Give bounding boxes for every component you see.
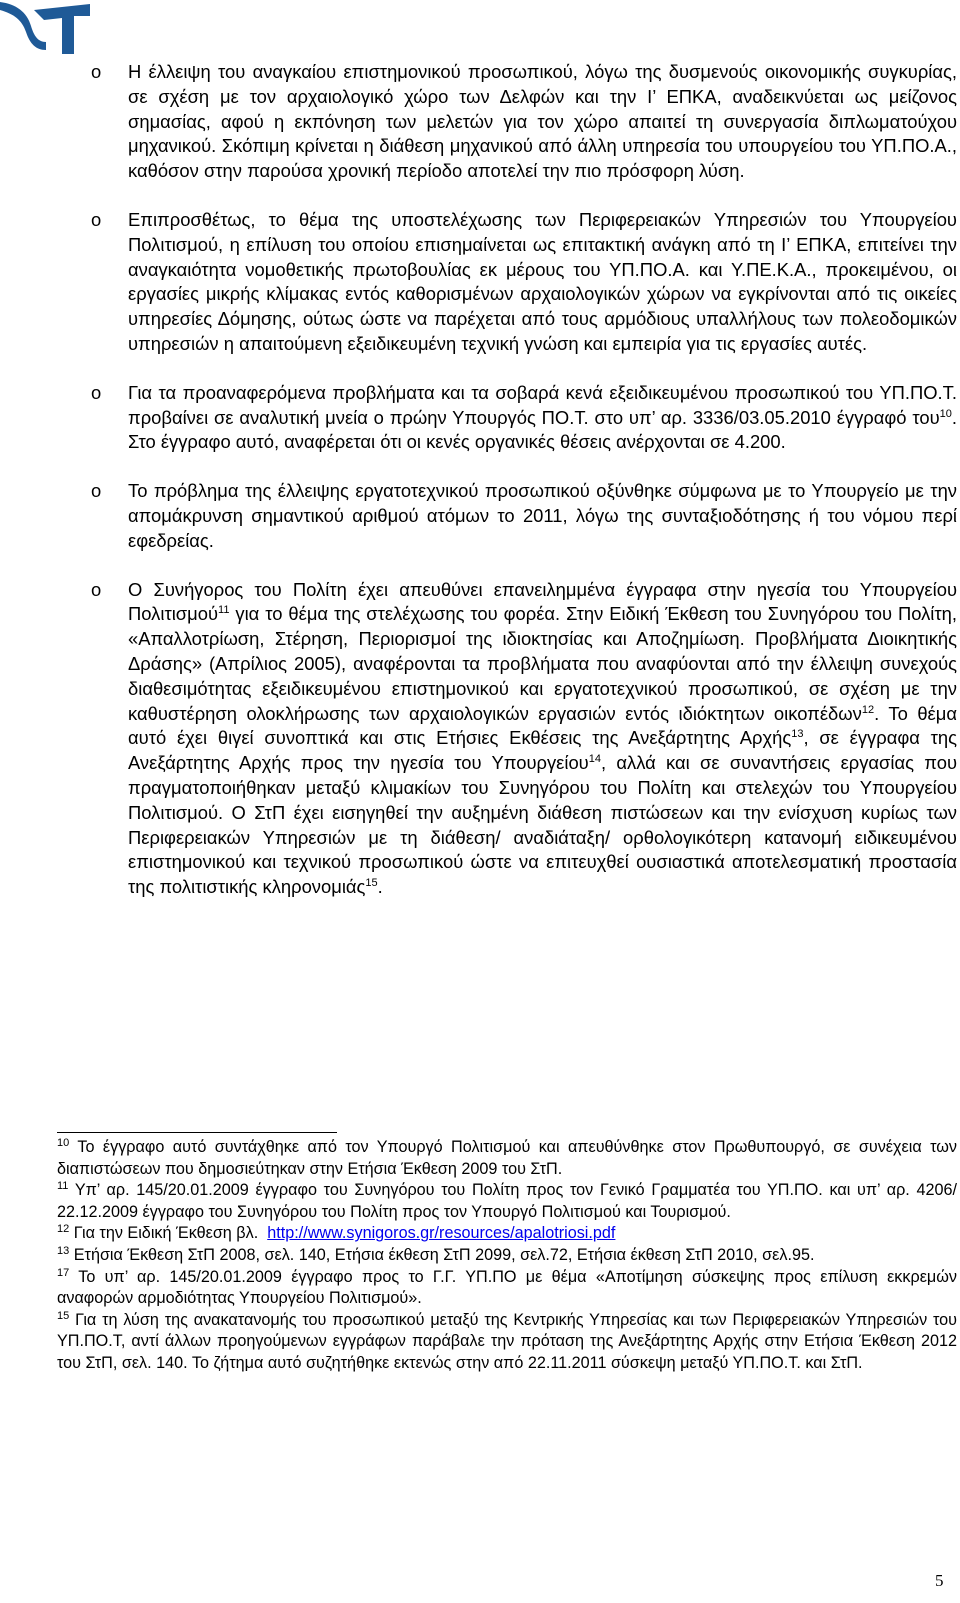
footnote-ref[interactable]: 13 <box>791 728 804 741</box>
paragraph-text: . <box>377 876 383 898</box>
footnote <box>57 1310 957 1375</box>
bullet-list <box>91 60 957 924</box>
footnote-ref[interactable]: 11 <box>218 604 230 617</box>
bullet-marker: o <box>91 61 102 82</box>
footnote <box>57 1267 957 1310</box>
footnote-link[interactable]: http://www.synigoros.gr/resources/apalotriosi.pdf <box>267 1224 616 1243</box>
paragraph-text: , σε έγγραφα της Ανεξάρτητης Αρχής προς την ηγεσία του Υπουργείου <box>128 727 958 774</box>
footnote-ref[interactable]: 14 <box>588 753 601 765</box>
footnote-text: Για την Ειδική Έκθεση βλ. <box>73 1224 259 1243</box>
paragraph-text: Το πρόβλημα της έλλειψης εργατοτεχνικού προσωπικού οξύνθηκε σύμφωνα με το Υπουργείο με την απομάκρυνση σημαντικού αριθμού ατόμων το 2011, λόγω της συνταξιοδότησης ή του νόμου περί εφεδρείας. <box>128 480 957 551</box>
ombudsman-logo <box>0 0 92 62</box>
bullet-item <box>91 208 957 357</box>
paragraph-text: για το θέμα της στελέχωσης του φορέα. Στην Ειδική Έκθεση του Συνηγόρου του Πολίτη, «Απαλλοτρίωση, Στέρηση, Περιορισμοί της ιδιοκτησίας και Αποζημίωση. Προβλήματα Διοικητικής Δράσης» (Απρίλιος 2005), αναφέρονται τα προβλήματα που αναφύονται από την έλλειψη συνεχούς διαθεσιμότητας εξειδικευμένου επιστημονικού και εργατοτεχνικού προσωπικού, σε σχέση με την καθυστέρηση ολοκλήρωσης των αρχαιολογικών εργασιών εντός ιδιόκτητων οικοπέδων <box>128 603 957 724</box>
paragraph-text: Ο Συνήγορος του Πολίτη έχει απευθύνει επανειλημμένα έγγραφα στην ηγεσία του Υπουργείου Πολιτισμού <box>128 578 957 625</box>
footnote-number: 13 <box>57 1244 70 1257</box>
paragraph-text: Επιπροσθέτως, το θέμα της υποστελέχωσης των Περιφερειακών Υπηρεσιών του Υπουργείου Πολιτισμού, η επίλυση του οποίου επισημαίνεται ως επιτακτική ανάγκη από τη Ι’ ΕΠΚΑ, επιτείνει την αναγκαιότητα νομοθετικής πρωτοβουλίας εκ μέρους του ΥΠ.ΠΟ.Α. και Υ.ΠΕ.Κ.Α., προκειμένου, οι εργασίες μικρής κλίμακας εντός καθορισμένων αρχαιολογικών χώρων να εγκρίνονται από τις οικείες υπηρεσίες Δόμησης, ούτως ώστε να παρέχεται από τους αρμόδιους υπαλλήλους των πολεοδομικών υπηρεσιών η απαιτούμενη εξειδικευμένη τεχνική γνώση και εμπειρία για τις εργασίες αυτές. <box>128 208 957 354</box>
footnote <box>57 1180 957 1223</box>
page-number: 5 <box>935 1571 944 1590</box>
footnote <box>57 1223 957 1245</box>
footnote-text: Υπ’ αρ. 145/20.01.2009 έγγραφο του Συνηγόρου του Πολίτη προς τον Γενικό Γραμματέα του ΥΠ.ΠΟ. και υπ’ αρ. 4206/ 22.12.2009 έγγραφο του Συνηγόρου του Πολίτη προς τον Υπουργό Πολιτισμού και Τουρισμού. <box>57 1181 957 1221</box>
paragraph-text: , αλλά και σε συναντήσεις εργασίας που πραγματοποιήθηκαν μεταξύ κλιμακίων του Συνηγόρου του Πολίτη και στελεχών του Υπουργείου Πολιτισμού. Ο ΣτΠ έχει εισηγηθεί την αυξημένη διάθεση πιστώσεων και την ενίσχυση κυρίως των Περιφερειακών Υπηρεσιών με τη διάθεση/ αναδιάταξη/ ορθολογικότερη κατανομή ειδικευμένου επιστημονικού και τεχνικού προσωπικού ώστε να επιτευχθεί ουσιαστικά αποτελεσματική προστασία της πολιτιστικής κληρονομιάς <box>128 752 957 898</box>
paragraph-text: Η έλλειψη του αναγκαίου επιστημονικού προσωπικού, λόγω της δυσμενούς οικονομικής συγκυρίας, σε σχέση με τον αρχαιολογικό χώρο των Δελφών και την Ι’ ΕΠΚΑ, αναδεικνύεται ως μείζονος σημασίας, αφού η εκπόνηση των μελετών για τον χώρο απαιτεί τη συνεργασία διπλωματούχου μηχανικού. Σκόπιμη κρίνεται η διάθεση μηχανικού από άλλη υπηρεσία του υπουργείου του ΥΠ.ΠΟ.Α., καθόσον στην παρούσα χρονική περίοδο αποτελεί την πιο πρόσφορη λύση. <box>128 61 957 182</box>
footnote-number: 10 <box>57 1137 70 1149</box>
bullet-item <box>91 578 957 900</box>
paragraph-text: . Το θέμα αυτό έχει θιγεί συνοπτικά και στις Ετήσιες Εκθέσεις της Ανεξάρτητης Αρχής <box>128 702 957 749</box>
bullet-marker: o <box>91 480 102 502</box>
bullet-item <box>91 479 957 553</box>
bullet-marker: o <box>91 381 102 403</box>
footnote-number: 11 <box>57 1180 69 1193</box>
footnote-number: 15 <box>57 1309 70 1322</box>
footnote-ref[interactable]: 15 <box>365 876 378 889</box>
footnote-ref[interactable]: 12 <box>861 703 875 716</box>
footnote-text: Για τη λύση της ανακατανομής του προσωπικού μεταξύ της Κεντρικής Υπηρεσίας και των Περιφερειακών Υπηρεσιών του ΥΠ.ΠΟ.Τ, αντί άλλων προηγούμενων εγγράφων παράβαλε την πρόταση της Ανεξάρτητης Αρχής στην Ετήσια Έκθεση 2012 του ΣτΠ, σελ. 140. Το ζήτημα αυτό συζητήθηκε εκτενώς στην από 22.11.2011 σύσκεψη μεταξύ ΥΠ.ΠΟ.Τ. και ΣτΠ. <box>57 1310 958 1372</box>
footnotes <box>57 1137 957 1375</box>
paragraph-text: Για τα προαναφερόμενα προβλήματα και τα σοβαρά κενά εξειδικευμένου προσωπικού του ΥΠ.ΠΟ.Τ. προβαίνει σε αναλυτική μνεία ο πρώην Υπουργός ΠΟ.Τ. στο υπ’ αρ. 3336/03.05.2010 έγγραφό του <box>128 381 957 428</box>
paragraph-text: . Στο έγγραφο αυτό, αναφέρεται ότι οι κενές οργανικές θέσεις ανέρχονται σε 4.200. <box>128 406 957 453</box>
bullet-item <box>91 381 957 455</box>
footnote-number: 17 <box>57 1266 70 1279</box>
footnote-text: Το έγγραφο αυτό συντάχθηκε από τον Υπουργό Πολιτισμού και απευθύνθηκε στον Πρωθυπουργό, σε συνέχεια των διαπιστώσεων που δημοσιεύτηκαν στην Ετήσια Έκθεση 2009 του ΣτΠ. <box>57 1138 957 1178</box>
footnote-text: Το υπ’ αρ. 145/20.01.2009 έγγραφο προς το Γ.Γ. ΥΠ.ΠΟ με θέμα «Αποτίμηση σύσκεψης προς επίλυση εκκρεμών αναφορών αρμοδιότητας Υπουργείου Πολιτισμού». <box>57 1267 957 1308</box>
footnote-text: Ετήσια Έκθεση ΣτΠ 2008, σελ. 140, Ετήσια έκθεση ΣτΠ 2099, σελ.72, Ετήσια έκθεση ΣτΠ 2010, σελ.95. <box>73 1245 815 1264</box>
bullet-item <box>91 60 957 184</box>
footnote-separator <box>57 1132 337 1133</box>
footnote-number: 12 <box>57 1223 70 1236</box>
bullet-marker: o <box>91 208 102 230</box>
footnote <box>57 1245 957 1267</box>
footnote <box>57 1137 957 1180</box>
bullet-marker: o <box>91 578 102 600</box>
footnote-ref[interactable]: 10 <box>939 407 952 420</box>
